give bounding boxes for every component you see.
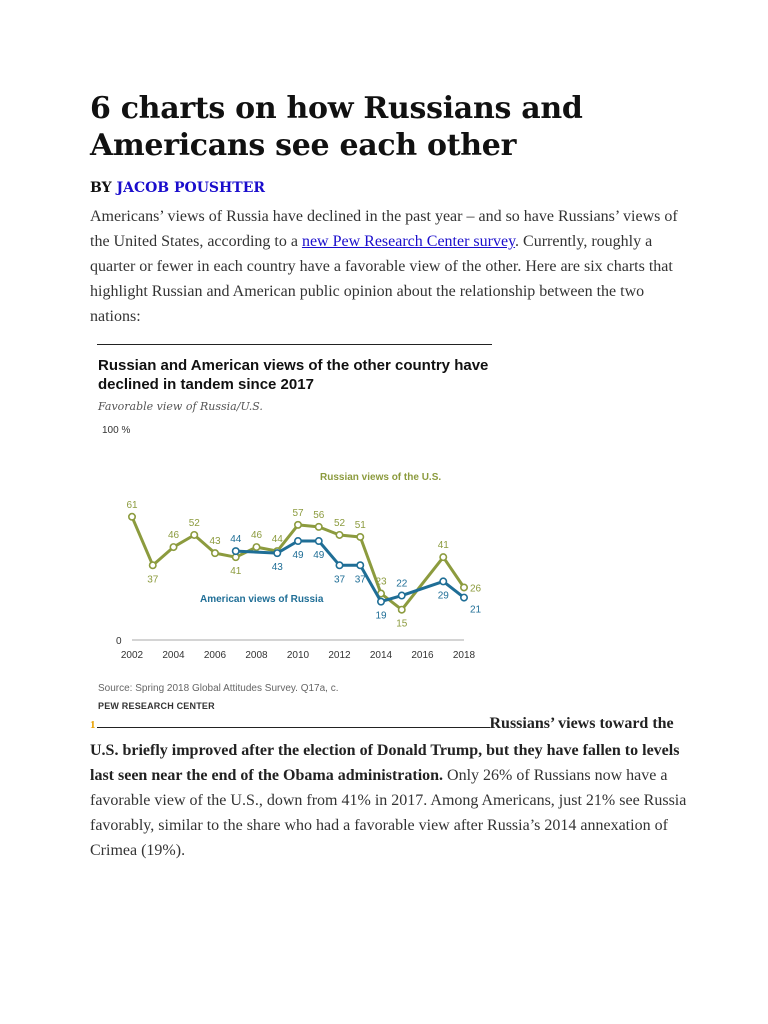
chart-plot <box>90 350 500 680</box>
data-label: 43 <box>209 536 221 548</box>
x-tick-label: 2006 <box>203 650 227 661</box>
data-label: 52 <box>188 517 200 529</box>
x-tick-label: 2016 <box>411 650 434 661</box>
chart-figure <box>90 350 500 715</box>
data-point <box>295 538 301 544</box>
x-tick-label: 2014 <box>369 650 393 661</box>
x-tick-label: 2002 <box>120 650 144 661</box>
data-label: 29 <box>437 590 449 602</box>
data-point <box>357 562 363 568</box>
data-point <box>233 548 239 554</box>
section-1-lead: Russians’ views toward the U.S. briefly improved after the election of Donald Trump, but they have fallen to levels last seen near the end of the Obama administration. <box>90 715 680 784</box>
data-label: 37 <box>147 574 159 586</box>
section-rule <box>97 713 490 728</box>
data-point <box>399 607 405 613</box>
page-title: 6 charts on how Russians and Americans see each other <box>90 91 583 163</box>
x-tick-label: 2012 <box>328 650 351 661</box>
data-point <box>399 592 405 598</box>
data-label: 37 <box>354 574 366 586</box>
series-name-american-views: American views of Russia <box>200 594 324 605</box>
chart-source: Source: Spring 2018 Global Attitudes Survey. Q17a, c. <box>98 683 339 694</box>
y-axis-zero-label: 0 <box>116 636 122 647</box>
data-point <box>191 532 197 538</box>
section-number: 1 <box>90 719 96 731</box>
data-point <box>274 550 280 556</box>
data-point <box>316 538 322 544</box>
data-label: 46 <box>250 530 263 542</box>
section-1-paragraph <box>90 711 690 863</box>
data-label: 21 <box>470 604 482 616</box>
data-label: 61 <box>126 499 138 511</box>
data-label: 56 <box>313 509 325 521</box>
data-point <box>461 594 467 600</box>
data-point <box>212 550 218 556</box>
data-point <box>253 544 259 550</box>
section-1-text: Only 26% of Russians now have a favorable view of the U.S., down from 41% in 2017. Among Americans, just 21% see Russia favorably, similar to the share who had a favorable view after Russia’s 2014 annexation of Crimea (19%). <box>90 767 687 859</box>
author-link[interactable]: JACOB POUSHTER <box>116 180 265 196</box>
data-label: 44 <box>230 534 242 546</box>
intro-text-after: . Currently, roughly a quarter or fewer in each country have a favorable view of the other. Here are six charts that highlight Russian and American public opinion about the relationship between the two nations: <box>90 233 673 325</box>
data-label: 49 <box>313 550 325 562</box>
data-label: 23 <box>375 576 387 588</box>
x-tick-label: 2004 <box>162 650 185 661</box>
byline <box>90 180 265 196</box>
chart-subtitle: Favorable view of Russia/U.S. <box>98 400 263 413</box>
data-label: 41 <box>230 566 242 578</box>
data-label: 15 <box>396 618 408 630</box>
chart-top-rule <box>97 344 492 345</box>
chart-org: PEW RESEARCH CENTER <box>98 701 215 711</box>
chart-title: Russian and American views of the other country have declined in tandem since 2017 <box>98 357 489 393</box>
data-point <box>170 544 176 550</box>
data-point <box>150 562 156 568</box>
data-point <box>336 562 342 568</box>
data-label: 43 <box>271 562 283 574</box>
data-label: 51 <box>354 519 366 531</box>
x-tick-label: 2010 <box>286 650 310 661</box>
byline-prefix: BY <box>90 180 117 196</box>
series-name-russian-views: Russian views of the U.S. <box>320 472 442 483</box>
data-point <box>316 524 322 530</box>
data-label: 37 <box>333 574 346 586</box>
survey-link[interactable]: new Pew Research Center survey <box>301 233 516 250</box>
data-label: 22 <box>396 578 408 590</box>
intro-text-before: Americans’ views of Russia have declined in the past year – and so have Russians’ views of the United States, according to a <box>90 208 678 250</box>
data-point <box>357 534 363 540</box>
data-label: 49 <box>292 550 304 562</box>
data-point <box>295 522 301 528</box>
data-point <box>461 584 467 590</box>
data-point <box>336 532 342 538</box>
data-label: 57 <box>292 507 304 519</box>
data-point <box>440 554 446 560</box>
data-point <box>378 598 384 604</box>
data-point <box>129 514 135 520</box>
data-point <box>440 578 446 584</box>
data-label: 26 <box>470 583 482 595</box>
data-label: 52 <box>333 517 346 529</box>
data-label: 41 <box>437 540 449 552</box>
intro-paragraph <box>90 204 685 329</box>
y-axis-top-label: 100 % <box>102 425 131 436</box>
x-tick-label: 2008 <box>245 650 268 661</box>
data-label: 44 <box>271 534 283 546</box>
data-label: 46 <box>167 530 180 542</box>
x-tick-label: 2018 <box>452 650 476 661</box>
data-label: 19 <box>375 610 387 622</box>
